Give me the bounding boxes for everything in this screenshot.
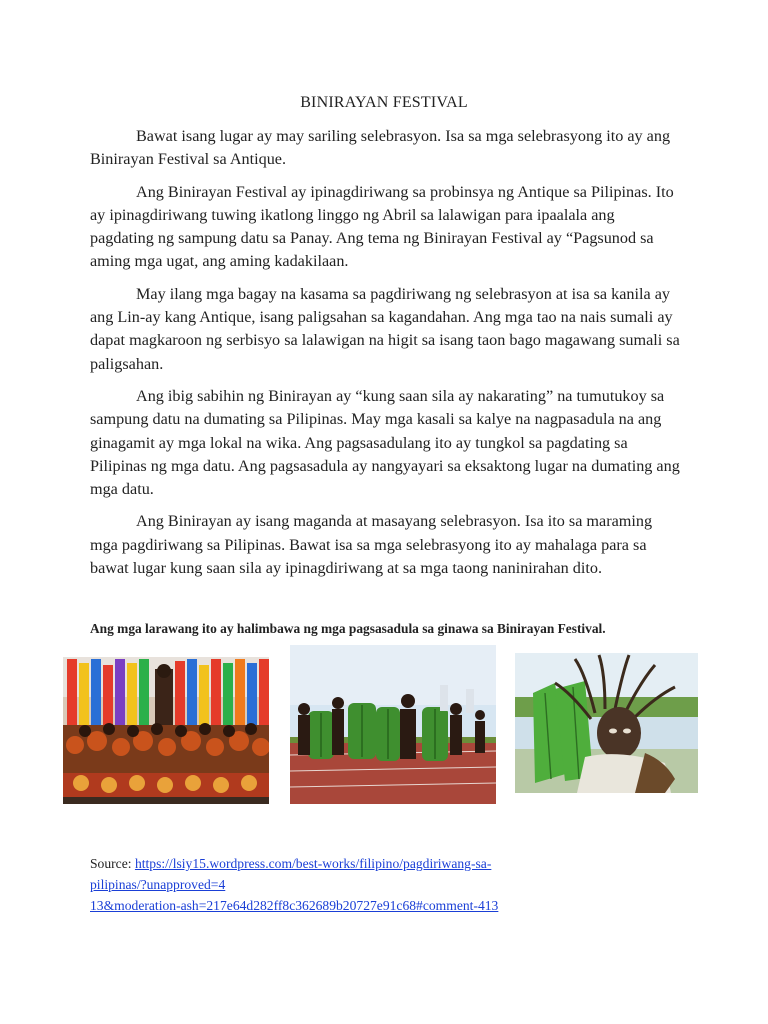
source-link-line-3[interactable]: 13&moderation-ash=217e64d282ff8c362689b20727e91c68#comment-413 (90, 898, 499, 913)
paragraph-1: Bawat isang lugar ay may sariling selebrasyon. Isa sa mga selebrasyong ito ay ang Binirayan Festival sa Antique. (90, 127, 671, 169)
source-citation (90, 853, 610, 916)
paragraph-3: May ilang mga bagay na kasama sa pagdiriwang ng selebrasyon at isa sa kanila ay ang Lin-ay kang Antique, isang paligsahan sa kagandahan. Ang mga tao na nais sumali ay dapat magkaroon ng serbisyo sa lalawigan na higit sa isang taon bago magawang sumali sa paligsahan. (90, 284, 680, 373)
paragraph-2: Ang Binirayan Festival ay ipinagdiriwang sa probinsya ng Antique sa Pilipinas. Ito ay ipinagdiriwang tuwing ikatlong linggo ng Abril sa lalawigan para ipaalala ang pagdating ng sampung datu sa Panay. Ang tema ng Binirayan Festival ay “Pagsunod sa aming mga ugat, ang aming kadakilaan. (90, 182, 674, 271)
festival-photo-leaf-shields (290, 645, 496, 804)
source-label: Source: (90, 856, 135, 871)
source-link-line-1[interactable]: https://lsiy15.wordpress.com/best-works/filipino/pagdiriwang-sa- (134, 856, 492, 871)
source-link-line-2[interactable]: pilipinas/?unapproved=4 (90, 877, 226, 892)
paragraph-4: Ang ibig sabihin ng Binirayan ay “kung saan sila ay nakarating” na tumutukoy sa sampung datu na dumating sa Pilipinas. May mga kasali sa kalye na nagpasadula na ang ginagamit ay mga lokal na wika. Ang pagsasadulang ito ay tungkol sa pagdating sa Pilipinas ng mga datu. Ang pagsasadula ay nangyayari sa eksaktong lugar na dumating ang mga datu. (90, 386, 680, 499)
festival-photo-headdress (515, 653, 698, 793)
images-caption: Ang mga larawang ito ay halimbawa ng mga pagsasadula sa ginawa sa Binirayan Festival. (90, 621, 606, 636)
document-body (90, 125, 682, 589)
paragraph-5: Ang Binirayan ay isang maganda at masayang selebrasyon. Isa ito sa maraming mga pagdiriwang sa Pilipinas. Bawat isa sa mga selebrasyong ito ay mahalaga para sa bawat lugar kung saan sila ay ipinagdiriwang at sa mga taong naninirahan dito. (90, 512, 653, 578)
document-title: BINIRAYAN FESTIVAL (300, 94, 468, 111)
festival-photo-dancers (63, 657, 269, 804)
